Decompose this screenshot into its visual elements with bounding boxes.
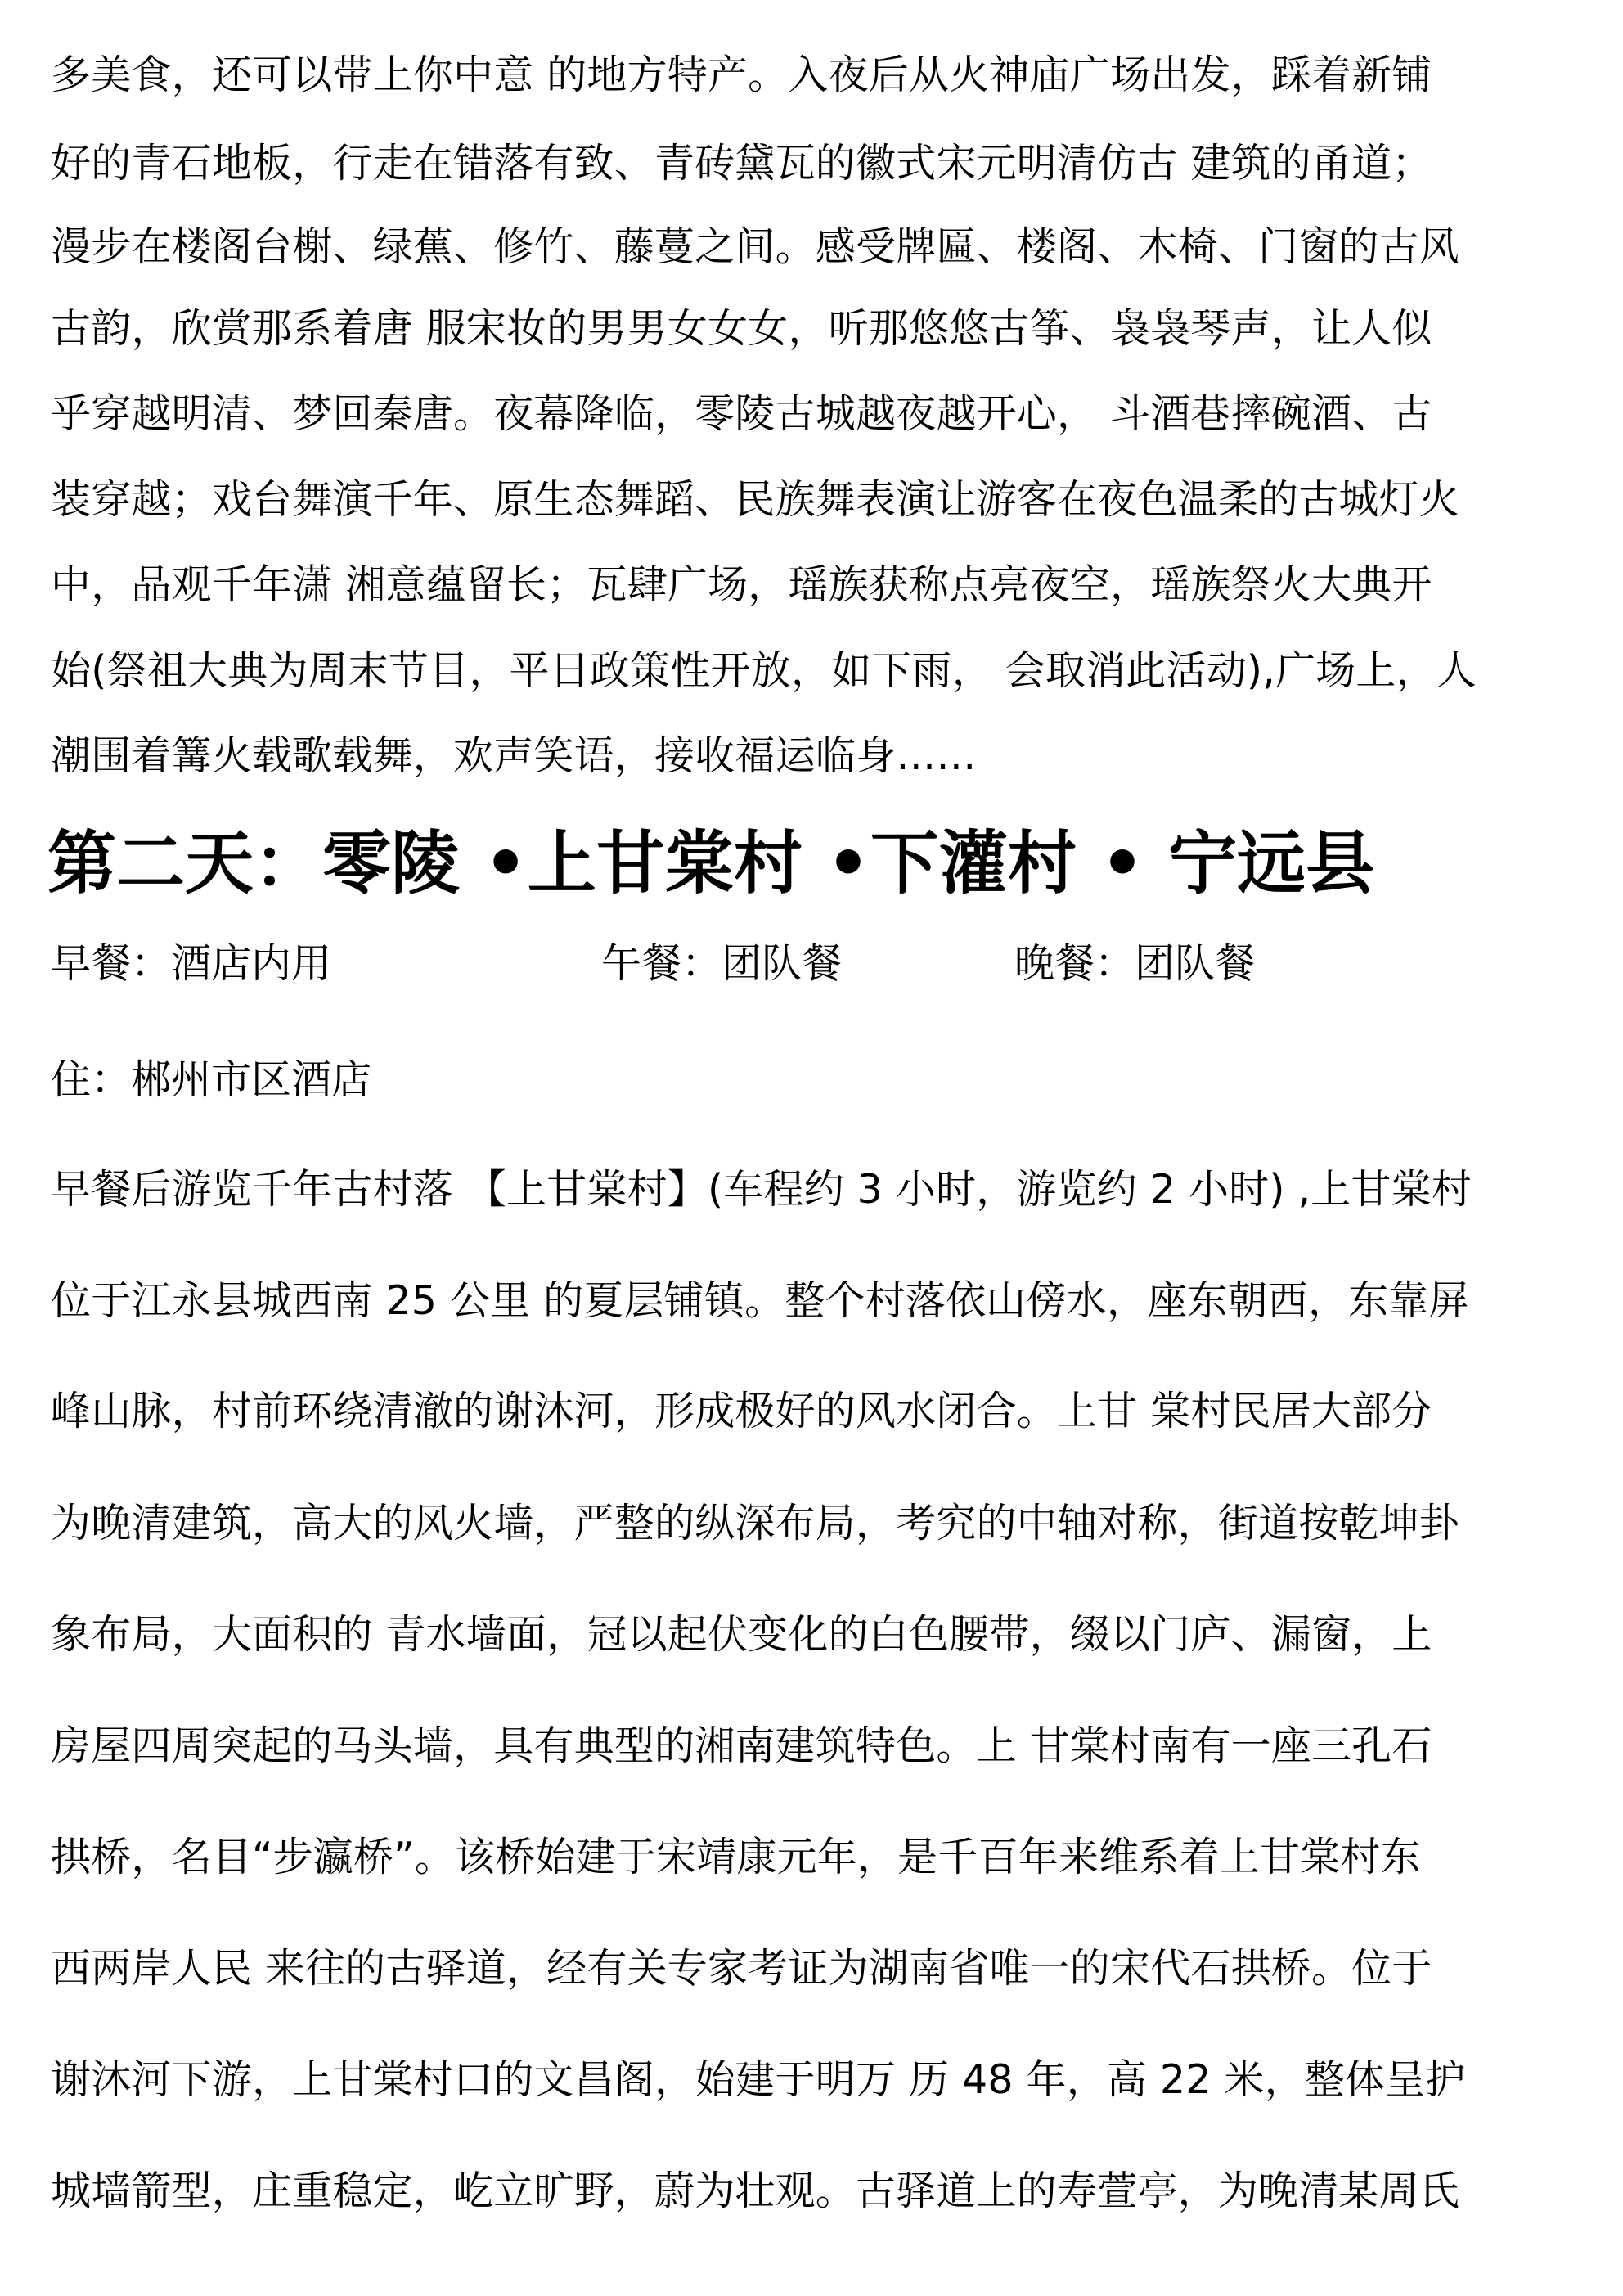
intro-line-6: 装穿越；戏台舞演千年、原生态舞蹈、民族舞表演让游客在夜色温柔的古城灯火: [51, 476, 1460, 523]
intro-line-8: 始(祭祖大典为周末节目，平日政策性开放，如下雨， 会取消此活动),广场上，人: [51, 647, 1477, 694]
day2-line-10: 城墙箭型，庄重稳定，屹立旷野，蔚为壮观。古驿道上的寿萱亭，为晚清某周氏: [51, 2168, 1460, 2214]
day2-lunch: 午餐：团队餐: [601, 940, 843, 987]
day2-line-3: 峰山脉，村前环绕清澈的谢沐河，形成极好的风水闭合。上甘 棠村民居大部分: [51, 1388, 1432, 1434]
intro-line-3: 漫步在楼阁台榭、绿蕉、修竹、藤蔓之间。感受牌匾、楼阁、木椅、门窗的古风: [51, 223, 1460, 270]
intro-line-1: 多美食，还可以带上你中意 的地方特产。入夜后从火神庙广场出发，踩着新铺: [51, 52, 1432, 98]
day2-breakfast: 早餐：酒店内用: [51, 940, 332, 987]
day2-line-9: 谢沐河下游，上甘棠村口的文昌阁，始建于明万 历 48 年，高 22 米，整体呈护: [51, 2056, 1466, 2103]
day2-lodging: 住：郴州市区酒店: [51, 1056, 372, 1103]
day2-line-2: 位于江永县城西南 25 公里 的夏层铺镇。整个村落依山傍水，座东朝西，东靠屏: [51, 1277, 1469, 1324]
day2-line-4: 为晚清建筑，高大的风火墙，严整的纵深布局，考究的中轴对称，街道按乾坤卦: [51, 1500, 1460, 1546]
intro-line-7: 中，品观千年潇 湘意蕴留长；瓦肆广场，瑶族获称点亮夜空，瑶族祭火大典开: [51, 561, 1432, 608]
day2-line-7: 拱桥，名目“步瀛桥”。该桥始建于宋靖康元年，是千百年来维系着上甘棠村东: [51, 1834, 1421, 1880]
intro-line-9: 潮围着篝火载歌载舞，欢声笑语，接收福运临身……: [51, 732, 977, 779]
day2-heading: 第二天：零陵 •上甘棠村 •下灌村 • 宁远县: [47, 823, 1375, 903]
day2-line-8: 西两岸人民 来往的古驿道，经有关专家考证为湖南省唯一的宋代石拱桥。位于: [51, 1945, 1432, 1992]
intro-line-4: 古韵，欣赏那系着唐 服宋妆的男男女女女，听那悠悠古筝、袅袅琴声，让人似: [51, 305, 1432, 352]
intro-line-5: 乎穿越明清、梦回秦唐。夜幕降临，零陵古城越夜越开心， 斗酒巷摔碗酒、古: [51, 390, 1432, 437]
day2-dinner: 晚餐：团队餐: [1014, 940, 1256, 987]
day2-line-5: 象布局，大面积的 青水墙面，冠以起伏变化的白色腰带，缀以门庐、漏窗，上: [51, 1611, 1432, 1658]
day2-line-1: 早餐后游览千年古村落 【上甘棠村】(车程约 3 小时，游览约 2 小时) ,上甘棠村: [51, 1166, 1472, 1213]
day2-line-6: 房屋四周突起的马头墙，具有典型的湘南建筑特色。上 甘棠村南有一座三孔石: [51, 1722, 1432, 1769]
intro-line-2: 好的青石地板，行走在错落有致、青砖黛瓦的徽式宋元明清仿古 建筑的甬道；: [51, 140, 1432, 187]
